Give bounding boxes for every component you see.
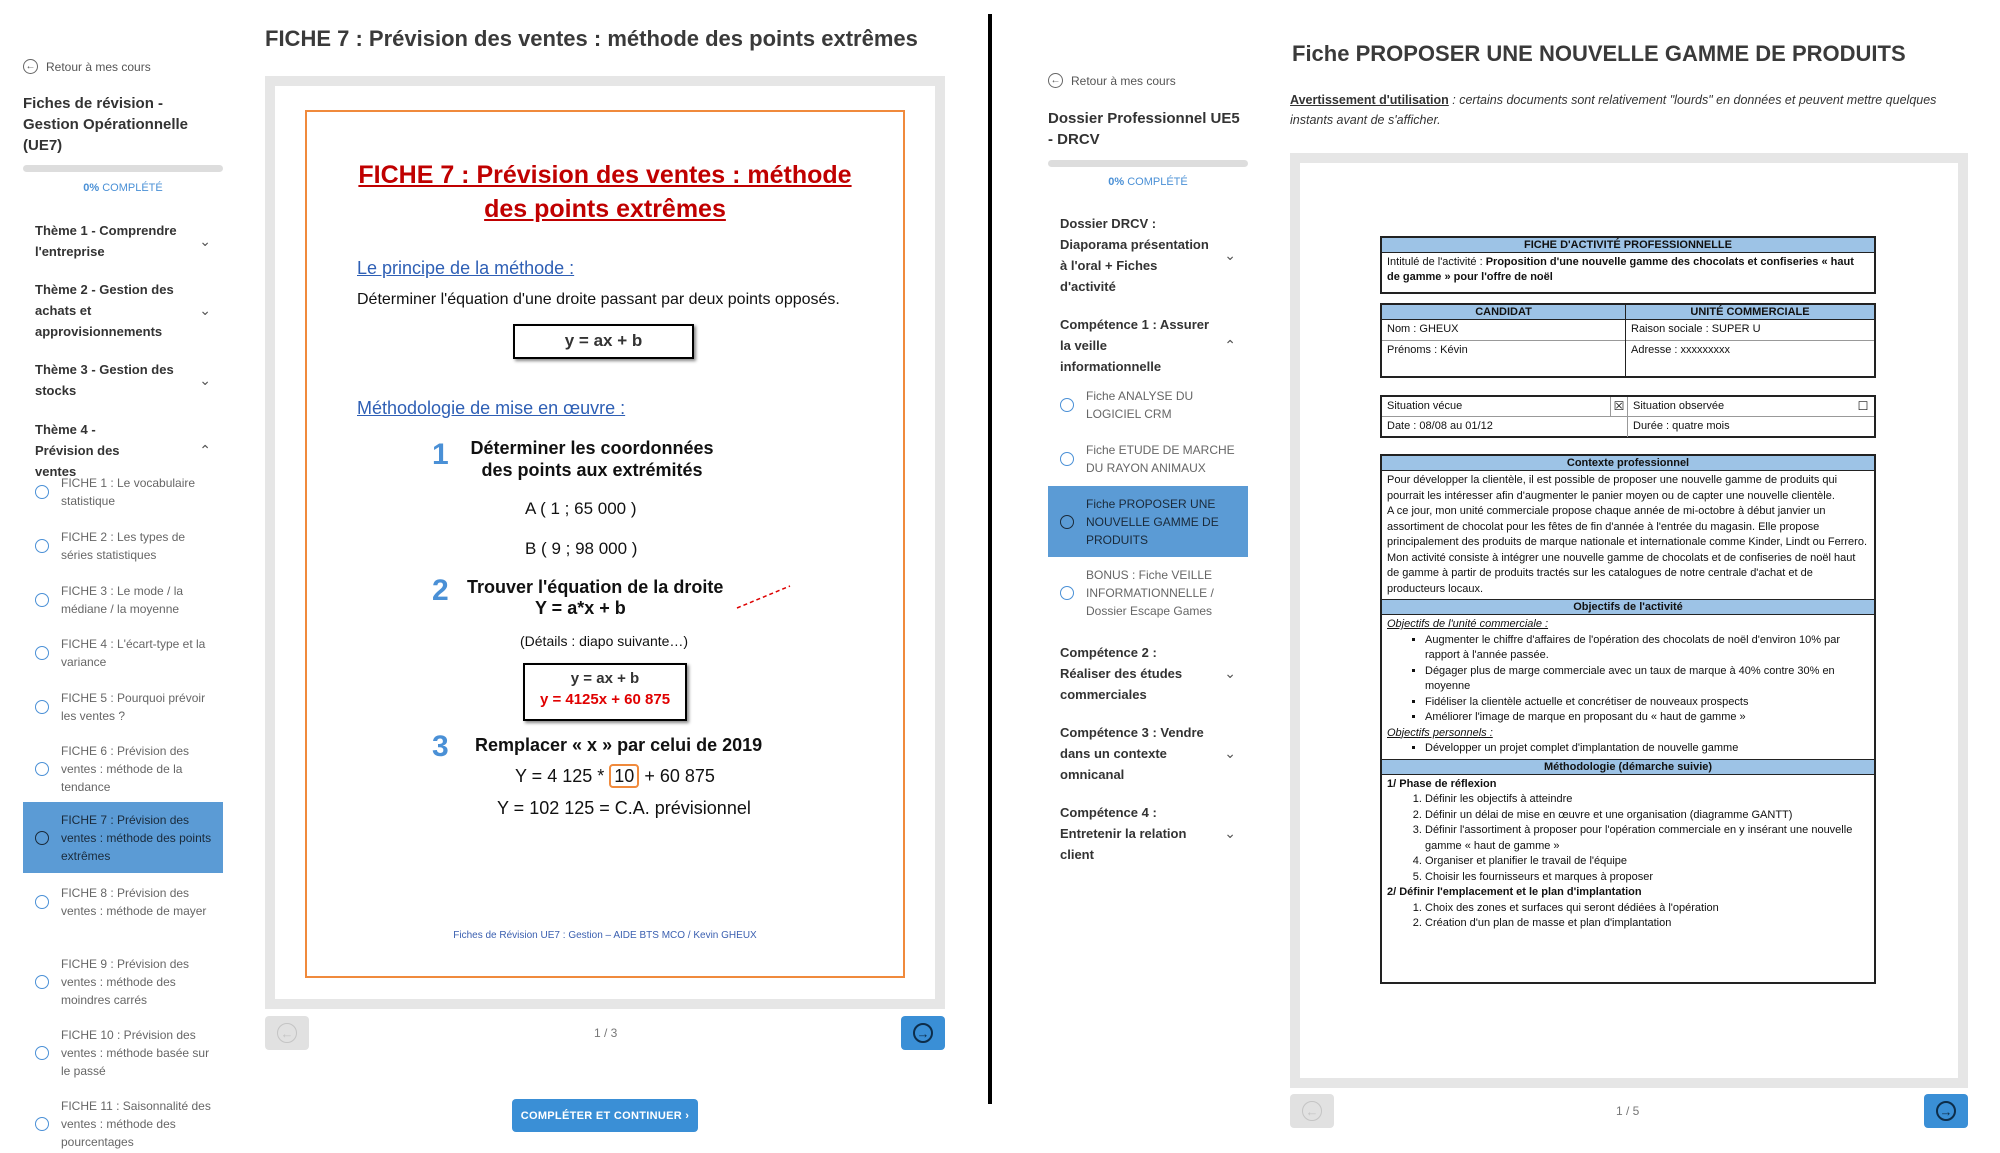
situation-box <box>1380 395 1876 438</box>
incomplete-circle-icon <box>35 975 49 989</box>
obj-perso-label: Objectifs personnels : <box>1387 726 1493 739</box>
candidat-box <box>1380 303 1876 378</box>
progress-text: COMPLÉTÉ <box>1127 176 1188 188</box>
calc-suffix: + 60 875 <box>644 766 715 786</box>
contexte-header: Contexte professionnel <box>1382 456 1874 471</box>
calc-x-highlight: 10 <box>609 764 639 788</box>
course-progress-label <box>23 182 223 194</box>
theme-label: Thème 4 - Prévision des ventes <box>35 422 120 479</box>
principle-text: Déterminer l'équation d'une droite passant par deux points opposés. <box>357 291 840 308</box>
chevron-down-icon: ⌄ <box>199 232 211 249</box>
lesson-item-active[interactable] <box>23 802 223 873</box>
course-title: Fiches de révision - Gestion Opérationnelle (UE7) <box>23 95 189 154</box>
phase-1-item: 5. Choisir les fournisseurs et marques à proposer <box>1425 870 1869 886</box>
result-box <box>523 663 687 721</box>
incomplete-circle-icon <box>35 700 49 714</box>
calc-prefix: Y = 4 125 * <box>515 766 605 786</box>
incomplete-circle-icon <box>35 831 49 845</box>
incomplete-circle-icon <box>35 646 49 660</box>
theme-1[interactable] <box>35 220 211 262</box>
lesson-label: FICHE 11 : Saisonnalité des ventes : méthode des pourcentages <box>61 1099 211 1149</box>
step-1-number: 1 <box>432 438 449 471</box>
lesson-item[interactable] <box>23 740 223 798</box>
lesson-label: FICHE 6 : Prévision des ventes : méthode de la tendance <box>61 744 190 794</box>
phase-1-item: 3. Définir l'assortiment à proposer pour l'opération commerciale en y insérant une nouvelle gamme « haut de gamme » <box>1425 823 1869 854</box>
result-box-value: y = 4125x + 60 875 <box>539 691 671 708</box>
lesson-label: Fiche ANALYSE DU LOGICIEL CRM <box>1086 389 1194 421</box>
method-title: Méthodologie de mise en œuvre : <box>357 398 626 418</box>
obj-uc-label: Objectifs de l'unité commerciale : <box>1387 618 1549 630</box>
section-dossier-drcv[interactable] <box>1060 213 1236 297</box>
chevron-down-icon: ⌄ <box>199 371 211 388</box>
section-label: Compétence 3 : Vendre dans un contexte omnicanal <box>1060 725 1204 782</box>
fiche-header: FICHE D'ACTIVITÉ PROFESSIONNELLE <box>1382 238 1874 253</box>
slide-page <box>275 86 935 999</box>
section-label: Compétence 1 : Assurer la veille informationnelle <box>1060 317 1210 374</box>
phase-2-item: 1. Choix des zones et surfaces qui seront dédiées à l'opération <box>1425 901 1869 917</box>
theme-label: Thème 3 - Gestion des stocks <box>35 362 174 398</box>
obj-perso-item: ▪ Développer un projet complet d'implantation de nouvelle gamme <box>1425 741 1869 757</box>
contexte-paragraph-1: Pour développer la clientèle, il est possible de proposer une nouvelle gamme de produits qui pourrait les intéresser afin d'augmenter le panier moyen ou de capter une nouvelle clientèle. <box>1387 474 1838 502</box>
result-box-equation: y = ax + b <box>570 670 640 687</box>
lesson-label: Fiche ETUDE DE MARCHE DU RAYON ANIMAUX <box>1086 443 1235 475</box>
methodo-header: Méthodologie (démarche suivie) <box>1382 759 1874 775</box>
phase-1-item: 4. Organiser et planifier le travail de l'équipe <box>1425 854 1869 870</box>
chevron-up-icon: ⌃ <box>199 442 211 458</box>
chevron-down-icon: ⌄ <box>1224 665 1236 681</box>
point-b: B ( 9 ; 98 000 ) <box>525 539 638 558</box>
chevron-down-icon: ⌄ <box>1224 825 1236 841</box>
complete-and-continue-button[interactable]: COMPLÉTER ET CONTINUER › <box>512 1099 698 1132</box>
right-sidebar <box>1030 0 1260 1131</box>
section-competence-4[interactable] <box>1060 802 1236 865</box>
candidat-prenoms: Prénoms : Kévin <box>1387 343 1468 356</box>
usage-warning <box>1290 90 1980 130</box>
lesson-item[interactable] <box>23 472 223 512</box>
theme-2[interactable] <box>35 279 211 342</box>
course-title: Dossier Professionnel UE5 - DRCV <box>1048 110 1240 148</box>
contexte-paragraph-2: A ce jour, mon unité commerciale propose chaque année de mi-octobre à début janvier un assortiment de chocolat pour les fêtes de fin d'année à l'entrée du magasin. Elle propose principalement des produits de marque nationale et internationale comme Kinder, Lindt ou Ferrero. Mon activité consiste à intégrer une nouvelle gamme de chocolats et de confiseries de noël haut de gamme à partir de produits tractés sur les catalogues de notre centrale d'achat et de producteurs locaux. <box>1387 505 1867 595</box>
lesson-title: Fiche PROPOSER UNE NOUVELLE GAMME DE PRODUITS <box>1292 41 1906 66</box>
arrow-left-icon: ← <box>23 59 38 74</box>
course-progress-bar <box>23 165 223 172</box>
theme-3[interactable] <box>35 359 211 401</box>
slide-heading: FICHE 7 : Prévision des ventes : méthode des points extrêmes <box>358 161 852 223</box>
warning-text: : certains documents sont relativement "lourds" en données et peuvent mettre quelques instants avant de s'afficher. <box>1290 93 1937 127</box>
back-label: Retour à mes cours <box>46 59 151 74</box>
step-2-number: 2 <box>432 574 449 607</box>
calc-result: Y = 102 125 = C.A. prévisionnel <box>497 798 751 818</box>
lesson-label: FICHE 10 : Prévision des ventes : méthode basée sur le passé <box>61 1028 210 1078</box>
document-viewer[interactable] <box>1290 153 1968 1088</box>
date-range: Date : 08/08 au 01/12 <box>1382 417 1628 437</box>
calc-line <box>515 766 715 787</box>
lesson-item[interactable] <box>23 526 223 566</box>
lesson-item[interactable] <box>23 633 223 673</box>
lesson-label: FICHE 7 : Prévision des ventes : méthode des points extrêmes <box>61 812 212 863</box>
raison-sociale: Raison sociale : SUPER U <box>1626 320 1874 341</box>
intitule-label: Intitulé de l'activité : <box>1387 256 1486 268</box>
situation-vecue-checkbox: ☒ <box>1610 397 1628 416</box>
arrow-left-icon: ← <box>277 1023 297 1043</box>
situation-observee-checkbox: ☐ <box>1857 399 1869 413</box>
lesson-label: FICHE 5 : Pourquoi prévoir les ventes ? <box>61 691 206 723</box>
lesson-label: FICHE 8 : Prévision des ventes : méthode de mayer <box>61 886 207 918</box>
contexte-box <box>1380 454 1876 984</box>
previous-page-button[interactable] <box>265 1016 309 1050</box>
phase-2-item: 2. Création d'un plan de masse et plan d'implantation <box>1425 916 1869 932</box>
incomplete-circle-icon <box>35 762 49 776</box>
phase-2-label: 2/ Définir l'emplacement et le plan d'implantation <box>1387 886 1642 898</box>
step-2-title: Trouver l'équation de la droite <box>467 577 724 597</box>
lesson-item[interactable] <box>23 1024 223 1082</box>
warning-label: Avertissement d'utilisation <box>1290 93 1449 107</box>
lesson-item[interactable] <box>1048 439 1248 479</box>
page-indicator: 1 / 5 <box>1616 1104 1640 1118</box>
incomplete-circle-icon <box>1060 398 1074 412</box>
lesson-item[interactable] <box>23 580 223 620</box>
lesson-label: FICHE 4 : L'écart-type et la variance <box>61 637 206 669</box>
principle-title: Le principe de la méthode : <box>357 258 575 278</box>
next-page-button[interactable] <box>1924 1094 1968 1128</box>
situation-observee-label: Situation observée <box>1633 400 1725 412</box>
step-3-number: 3 <box>432 730 449 763</box>
lesson-item[interactable] <box>23 1095 223 1153</box>
intitule-value: Proposition d'une nouvelle gamme des chocolats et confiseries « haut de gamme » pour l'offre de noël <box>1387 256 1854 283</box>
incomplete-circle-icon <box>35 539 49 553</box>
point-a: A ( 1 ; 65 000 ) <box>525 499 637 518</box>
lesson-label: FICHE 3 : Le mode / la médiane / la moyenne <box>61 584 184 616</box>
phase-1-label: 1/ Phase de réflexion <box>1387 777 1497 790</box>
phase-1-item: 1. Définir les objectifs à atteindre <box>1425 792 1869 808</box>
lesson-item[interactable] <box>1048 564 1248 622</box>
obj-uc-item: ▪ Améliorer l'image de marque en proposant du « haut de gamme » <box>1425 710 1869 726</box>
phase-1-item: 2. Définir un délai de mise en œuvre et une organisation (diagramme GANTT) <box>1425 808 1869 824</box>
candidat-header: CANDIDAT <box>1382 305 1626 320</box>
incomplete-circle-icon <box>35 895 49 909</box>
progress-text: COMPLÉTÉ <box>102 182 163 194</box>
document-page <box>1300 163 1958 1078</box>
theme-label: Thème 2 - Gestion des achats et approvisionnements <box>35 282 174 339</box>
incomplete-circle-icon <box>35 485 49 499</box>
objectifs-header: Objectifs de l'activité <box>1382 599 1874 615</box>
arrow-right-icon: → <box>1936 1101 1956 1121</box>
progress-percent: 0% <box>1108 176 1125 188</box>
lesson-item[interactable] <box>23 882 223 922</box>
dashed-annotation-line <box>735 582 795 612</box>
equation-box: y = ax + b <box>513 324 694 359</box>
chevron-down-icon: ⌄ <box>1224 745 1236 761</box>
step-2-formula: Y = a*x + b <box>535 598 626 618</box>
incomplete-circle-icon <box>1060 586 1074 600</box>
course-progress-bar <box>1048 160 1248 167</box>
intitule-row <box>1382 253 1874 287</box>
objectifs-content <box>1382 615 1874 759</box>
lesson-title: FICHE 7 : Prévision des ventes : méthode des points extrêmes <box>265 26 918 51</box>
step-2-details: (Détails : diapo suivante…) <box>520 633 689 649</box>
lesson-label: FICHE 9 : Prévision des ventes : méthode des moindres carrés <box>61 957 190 1007</box>
obj-uc-item: ▪ Augmenter le chiffre d'affaires de l'opération des chocolats de noël d'environ 10% par rapport à l'année passée. <box>1425 633 1869 664</box>
incomplete-circle-icon <box>35 1046 49 1060</box>
arrow-right-icon: → <box>913 1023 933 1043</box>
back-to-courses-link[interactable] <box>1048 73 1176 88</box>
step-3-title: Remplacer « x » par celui de 2019 <box>475 735 763 755</box>
obj-uc-item: ▪ Dégager plus de marge commerciale avec un taux de marque à 40% contre 30% en moyenne <box>1425 664 1869 695</box>
situation-vecue-label: Situation vécue <box>1387 400 1463 412</box>
duration: Durée : quatre mois <box>1633 420 1730 432</box>
lesson-label: BONUS : Fiche VEILLE INFORMATIONNELLE / Dossier Escape Games <box>1086 568 1214 618</box>
arrow-left-icon: ← <box>1048 73 1063 88</box>
progress-percent: 0% <box>83 182 100 194</box>
incomplete-circle-icon <box>1060 515 1074 529</box>
course-progress-label <box>1048 176 1248 188</box>
arrow-left-icon: ← <box>1302 1101 1322 1121</box>
section-competence-1[interactable] <box>1060 314 1236 377</box>
incomplete-circle-icon <box>35 1117 49 1131</box>
left-sidebar <box>0 0 235 1149</box>
lesson-item-active[interactable] <box>1048 486 1248 557</box>
next-page-button[interactable] <box>901 1016 945 1050</box>
section-label: Dossier DRCV : Diaporama présentation à l'oral + Fiches d'activité <box>1060 216 1209 294</box>
document-viewer[interactable] <box>265 76 945 1009</box>
candidat-nom: Nom : GHEUX <box>1382 320 1625 341</box>
lesson-label: Fiche PROPOSER UNE NOUVELLE GAMME DE PRODUITS <box>1086 496 1219 547</box>
lesson-item[interactable] <box>23 687 223 727</box>
page-indicator: 1 / 3 <box>594 1026 618 1040</box>
methodo-content <box>1382 775 1874 934</box>
section-competence-3[interactable] <box>1060 722 1236 785</box>
obj-uc-item: ▪ Fidéliser la clientèle actuelle et concrétiser de nouveaux prospects <box>1425 695 1869 711</box>
fiche-activite-box <box>1380 236 1876 294</box>
lesson-item[interactable] <box>1048 385 1248 425</box>
theme-label: Thème 1 - Comprendre l'entreprise <box>35 223 177 259</box>
chevron-up-icon: ⌃ <box>1224 337 1236 353</box>
incomplete-circle-icon <box>1060 452 1074 466</box>
adresse: Adresse : xxxxxxxxx <box>1631 343 1731 356</box>
back-label: Retour à mes cours <box>1071 73 1176 88</box>
lesson-label: FICHE 1 : Le vocabulaire statistique <box>61 476 196 508</box>
lesson-item[interactable] <box>23 953 223 1011</box>
section-label: Compétence 2 : Réaliser des études commerciales <box>1060 645 1183 702</box>
chevron-down-icon: ⌄ <box>1224 246 1236 263</box>
screen-divider <box>988 14 992 1104</box>
section-label: Compétence 4 : Entretenir la relation client <box>1060 805 1187 862</box>
slide-footer: Fiches de Révision UE7 : Gestion – AIDE BTS MCO / Kevin GHEUX <box>453 930 757 941</box>
back-to-courses-link[interactable] <box>23 59 151 74</box>
previous-page-button[interactable] <box>1290 1094 1334 1128</box>
lesson-label: FICHE 2 : Les types de séries statistiques <box>61 530 186 562</box>
chevron-down-icon: ⌄ <box>199 302 211 318</box>
unite-header: UNITÉ COMMERCIALE <box>1626 305 1874 320</box>
incomplete-circle-icon <box>35 593 49 607</box>
step-1-text: Déterminer les coordonnées des points aux extrémités <box>470 438 714 480</box>
section-competence-2[interactable] <box>1060 642 1236 705</box>
